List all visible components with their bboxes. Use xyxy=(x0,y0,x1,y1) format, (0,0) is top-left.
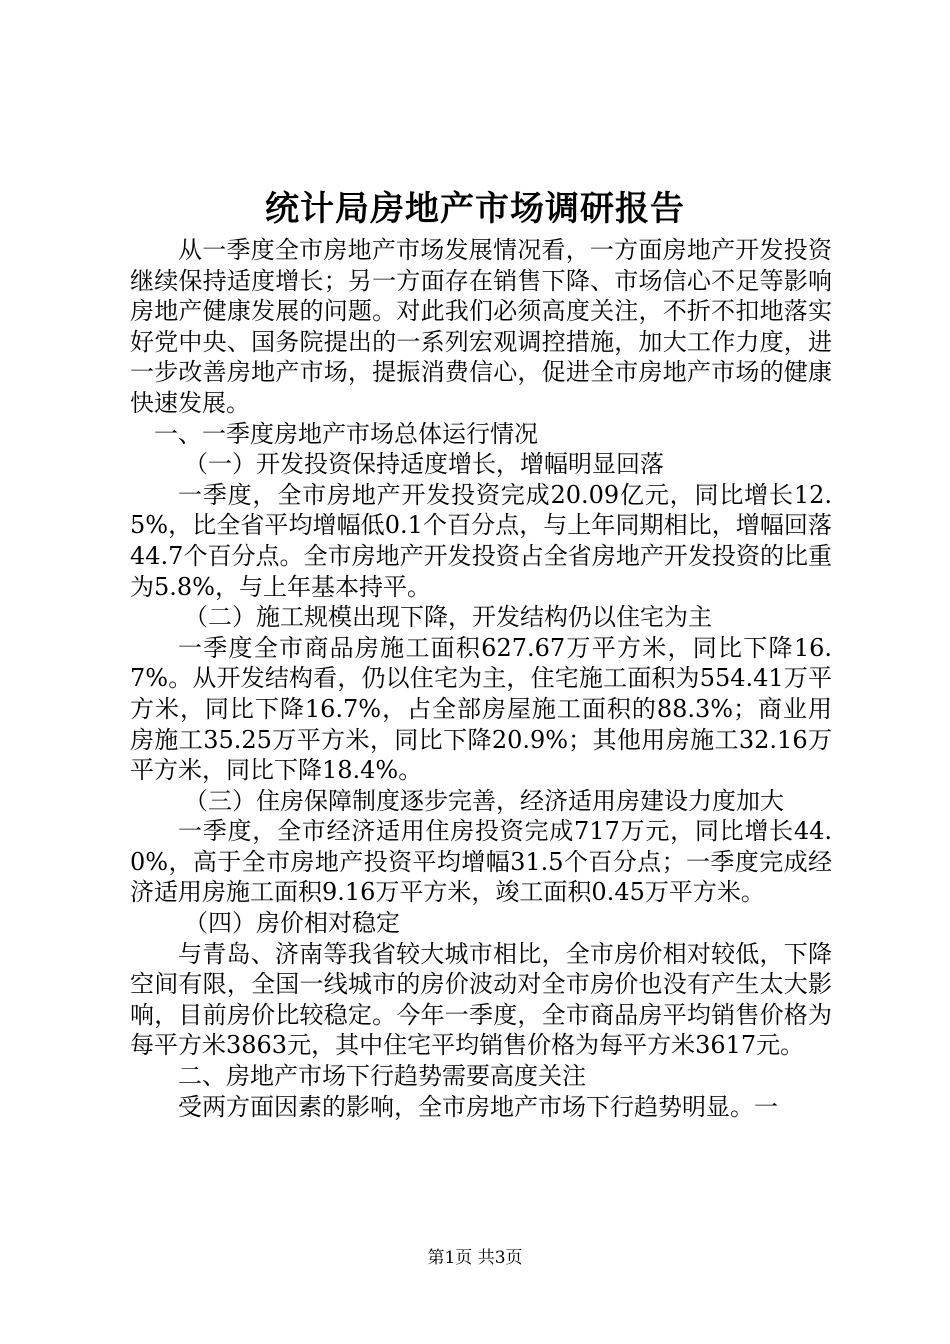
paragraph: 受两方面因素的影响，全市房地产市场下行趋势明显。一 xyxy=(178,1092,778,1121)
paragraph: （二）施工规模出现下降，开发结构仍以住宅为主 xyxy=(184,603,712,632)
paragraph: （四）房价相对稳定 xyxy=(184,909,400,938)
paragraph: 一季度，全市经济适用住房投资完成717万元，同比增长44.0%，高于全市房地产投资平均增幅31.5个百分点；一季度完成经济适用房施工面积9.16万平方米，竣工面积0.45万平方米。 xyxy=(130,817,832,907)
paragraph: 从一季度全市房地产市场发展情况看，一方面房地产开发投资继续保持适度增长；另一方面存在销售下降、市场信心不足等影响房地产健康发展的问题。对此我们必须高度关注，不折不扣地落实好党中央、国务院提出的一系列宏观调控措施，加大工作力度，进一步改善房地产市场，提振消费信心，促进全市房地产市场的健康快速发展。 xyxy=(130,236,832,417)
paragraph: （一）开发投资保持适度增长，增幅明显回落 xyxy=(184,450,664,479)
page-footer: 第1页 共3页 xyxy=(427,1248,523,1268)
document-title: 统计局房地产市场调研报告 xyxy=(265,189,685,229)
document-body xyxy=(130,235,832,1122)
paragraph: 一季度，全市房地产开发投资完成20.09亿元，同比增长12.5%，比全省平均增幅低0.1个百分点，与上年同期相比，增幅回落44.7个百分点。全市房地产开发投资占全省房地产开发投资的比重为5.8%，与上年基本持平。 xyxy=(130,480,832,601)
paragraph: 二、房地产市场下行趋势需要高度关注 xyxy=(178,1062,586,1091)
paragraph: 与青岛、济南等我省较大城市相比，全市房价相对较低，下降空间有限，全国一线城市的房价波动对全市房价也没有产生太大影响，目前房价比较稳定。今年一季度，全市商品房平均销售价格为每平方米3863元，其中住宅平均销售价格为每平方米3617元。 xyxy=(130,939,832,1060)
paragraph: （三）住房保障制度逐步完善，经济适用房建设力度加大 xyxy=(184,786,784,815)
paragraph: 一季度全市商品房施工面积627.67万平方米，同比下降16.7%。从开发结构看，仍以住宅为主，住宅施工面积为554.41万平方米，同比下降16.7%，占全部房屋施工面积的88.3%；商业用房施工35.25万平方米，同比下降20.9%；其他用房施工32.16万平方米，同比下降18.4%。 xyxy=(130,633,832,785)
paragraph: 一、一季度房地产市场总体运行情况 xyxy=(154,419,538,448)
